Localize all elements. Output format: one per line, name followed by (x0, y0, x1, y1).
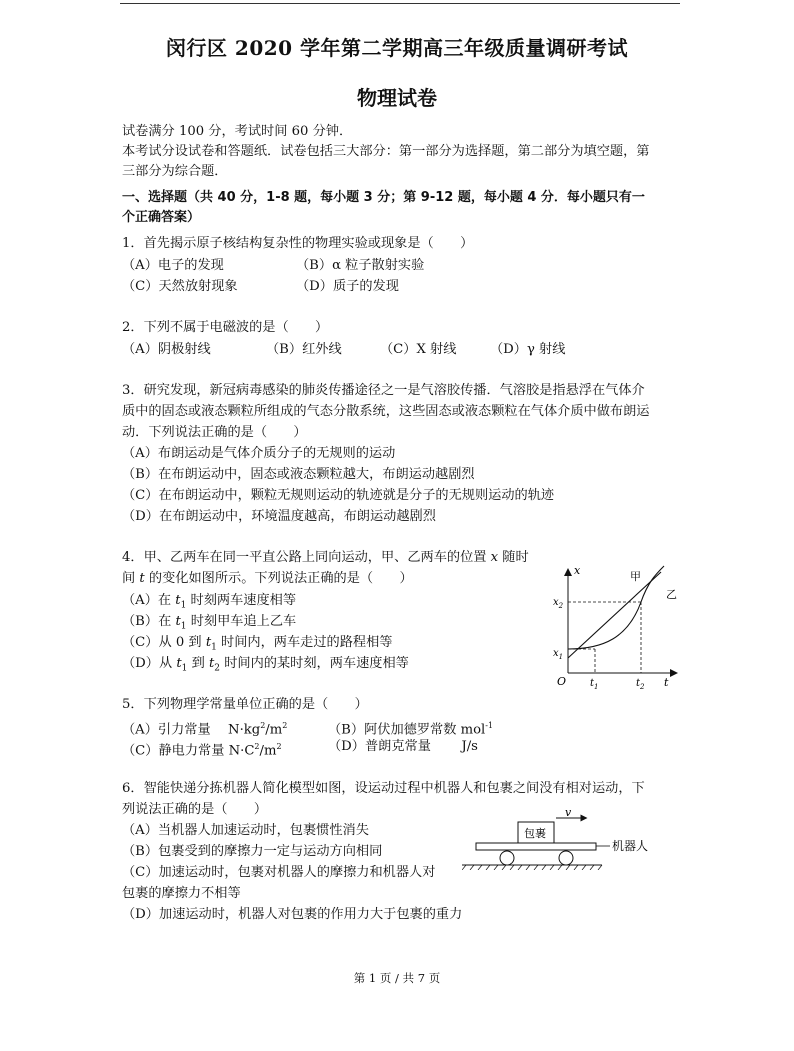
intro-line-3: 三部分为综合题． (122, 164, 228, 179)
y-axis-label: x (574, 564, 581, 577)
q3-option-b: （B）在布朗运动中，固态或液态颗粒越大，布朗运动越剧烈 (122, 467, 475, 482)
x-axis-label: t (664, 676, 669, 689)
intro-line-1: 试卷满分 100 分，考试时间 60 分钟． (122, 124, 353, 139)
q6-stem-2: 列说法正确的是（ ） (122, 802, 268, 817)
q2-stem: 2．下列不属于电磁波的是（ ） (122, 320, 329, 335)
q5-option-c: （C）静电力常量 $N\cdot C^2/m^2$ (122, 742, 282, 759)
q5-option-a: （A）引力常量 $N\cdot kg^2/m^2$ (122, 721, 288, 738)
robot-body (476, 843, 596, 850)
q3-stem-3: 动．下列说法正确的是（ ） (122, 425, 307, 440)
q5-option-d: （D）普朗克常量 J/s (328, 739, 478, 754)
q3-stem-2: 质中的固态或液态颗粒所组成的气态分散系统，这些固态或液态颗粒在气体介质中做布朗运 (122, 404, 650, 419)
q6-option-c-2: 包裹的摩擦力不相等 (122, 886, 241, 901)
q6-option-a: （A）当机器人加速运动时，包裹惯性消失 (122, 823, 369, 838)
exam-title: 闵行区 2020 学年第二学期高三年级质量调研考试 (165, 36, 629, 60)
q2-option-b: （B）红外线 (266, 342, 342, 357)
t1-label: $t_1$ (590, 678, 599, 691)
label-jia: 甲 (630, 570, 641, 583)
origin-label: O (557, 675, 567, 688)
q1-option-b: （B）α 粒子散射实验 (296, 258, 425, 273)
x1-label: $x_1$ (553, 648, 564, 661)
q4-option-b: （B）在 $t_1$ 时刻甲车追上乙车 (122, 614, 297, 632)
robot-wheel-right (559, 851, 573, 865)
q1-option-d: （D）质子的发现 (296, 279, 399, 294)
curve-jia (568, 572, 661, 658)
section-heading-1: 一、选择题（共 40 分，1-8 题，每小题 3 分；第 9-12 题，每小题 4 分．每小题只有一 (122, 190, 645, 205)
intro-line-2: 本考试分设试卷和答题纸．试卷包括三大部分：第一部分为选择题，第二部分为填空题，第 (122, 144, 650, 159)
exam-subtitle: 物理试卷 (357, 86, 437, 110)
x2-label: $x_2$ (553, 597, 564, 610)
package-label: 包裹 (524, 827, 546, 840)
q1-option-c: （C）天然放射现象 (122, 279, 238, 294)
q1-option-a: （A）电子的发现 (122, 258, 224, 273)
velocity-label: v (565, 806, 572, 819)
q2-option-c: （C）X 射线 (380, 342, 457, 357)
q5-option-b: （B）阿伏加德罗常数 mol$^{-1}$ (328, 721, 494, 738)
q1-stem: 1．首先揭示原子核结构复杂性的物理实验或现象是（ ） (122, 236, 474, 251)
q6-robot-figure (462, 806, 680, 870)
page-footer: 第 1 页 / 共 7 页 (353, 971, 441, 985)
q6-option-d: （D）加速运动时，机器人对包裹的作用力大于包裹的重力 (122, 907, 463, 922)
top-rule (120, 3, 680, 4)
q4-option-c: （C）从 0 到 $t_1$ 时间内，两车走过的路程相等 (122, 635, 393, 653)
q3-option-a: （A）布朗运动是气体介质分子的无规则的运动 (122, 446, 396, 461)
q6-option-c-1: （C）加速运动时，包裹对机器人的摩擦力和机器人对 (122, 865, 436, 880)
t2-label: $t_2$ (636, 678, 645, 691)
q6-stem-1: 6．智能快递分拣机器人简化模型如图，设运动过程中机器人和包裹之间没有相对运动，下 (122, 781, 645, 796)
robot-wheel-left (500, 851, 514, 865)
robot-label: 机器人 (612, 839, 649, 853)
curve-yi (568, 566, 664, 649)
q4-position-time-graph (548, 560, 688, 692)
q4-stem-2: 间 t 的变化如图所示。下列说法正确的是（ ） (122, 571, 413, 586)
q2-option-a: （A）阴极射线 (122, 342, 211, 357)
section-heading-2: 个正确答案） (122, 210, 201, 225)
q3-option-c: （C）在布朗运动中，颗粒无规则运动的轨迹就是分子的无规则运动的轨迹 (122, 488, 555, 503)
q3-stem-1: 3．研究发现，新冠病毒感染的肺炎传播途径之一是气溶胶传播．气溶胶是指悬浮在气体介 (122, 383, 645, 398)
q4-option-a: （A）在 $t_1$ 时刻两车速度相等 (122, 593, 297, 611)
q3-option-d: （D）在布朗运动中，环境温度越高，布朗运动越剧烈 (122, 509, 436, 524)
q4-stem-1: 4．甲、乙两车在同一平直公路上同向运动，甲、乙两车的位置 x 随时 (122, 550, 529, 565)
q2-option-d: （D）γ 射线 (490, 342, 566, 357)
q6-option-b: （B）包裹受到的摩擦力一定与运动方向相同 (122, 844, 383, 859)
q4-option-d: （D）从 $t_1$ 到 $t_2$ 时间内的某时刻，两车速度相等 (122, 656, 409, 674)
label-yi: 乙 (666, 588, 677, 601)
ground-hatch (462, 865, 602, 870)
q5-stem: 5．下列物理学常量单位正确的是（ ） (122, 697, 368, 712)
